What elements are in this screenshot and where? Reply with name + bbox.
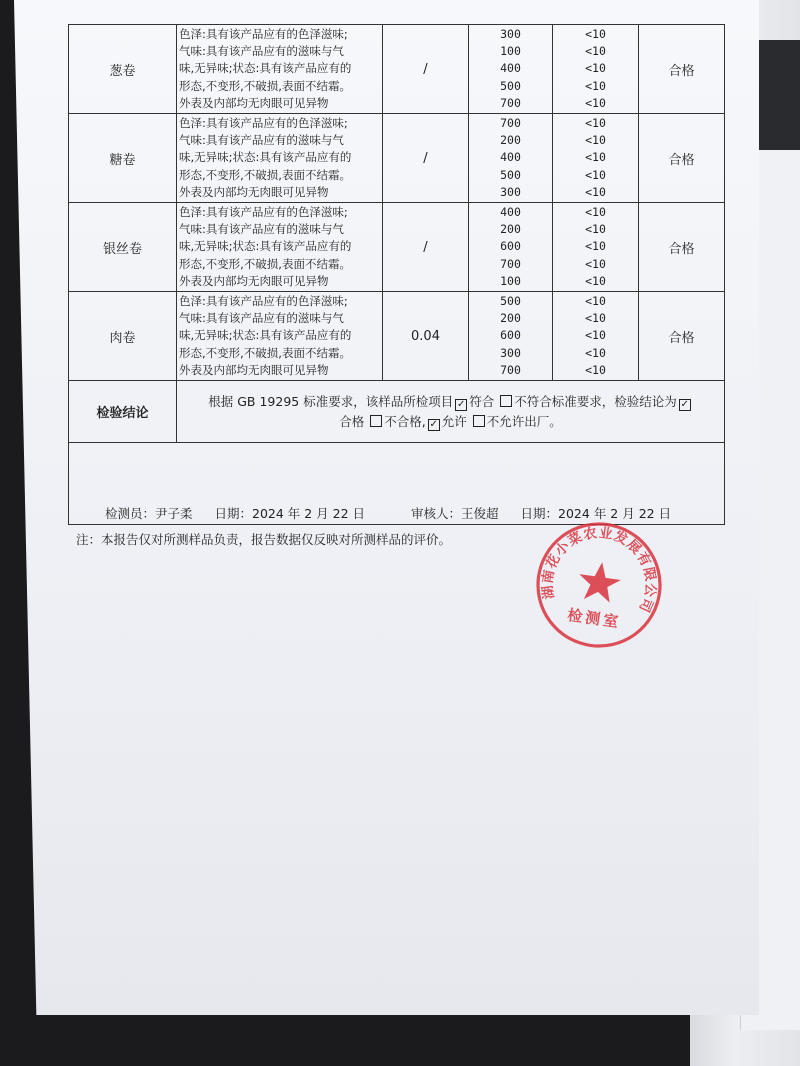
product-name: 肉卷	[69, 292, 177, 381]
report-note: 注：本报告仅对所测样品负责，报告数据仅反映对所测样品的评价。	[76, 532, 452, 547]
measured-value: 200	[500, 132, 521, 147]
result: 合格	[639, 292, 725, 381]
description-line: 外表及内部均无肉眼可见异物	[179, 185, 329, 200]
limit-value: <10	[585, 78, 606, 93]
description-line: 形态,不变形,不破损,表面不结霜。	[179, 256, 351, 271]
description-line: 色泽:具有该产品应有的色泽滋味;	[179, 115, 348, 130]
result: 合格	[639, 114, 725, 203]
reviewer-date: 日期：2024 年 2 月 22 日	[520, 506, 672, 522]
limit-value: <10	[585, 96, 606, 111]
disallow-label: 不允许出厂。	[486, 413, 562, 429]
limit-value: <10	[585, 150, 606, 165]
standard-value: /	[383, 114, 469, 203]
product-name: 糖卷	[69, 114, 177, 203]
conclusion-row	[69, 381, 725, 443]
product-description	[177, 203, 383, 292]
limit-values	[553, 203, 639, 292]
description-line: 味,无异味;状态:具有该产品应有的	[179, 150, 352, 165]
limit-value: <10	[585, 345, 606, 360]
limit-value: <10	[585, 204, 606, 219]
description-line: 色泽:具有该产品应有的色泽滋味;	[179, 26, 348, 41]
measured-value: 100	[500, 274, 521, 289]
checkbox-fail[interactable]	[370, 415, 382, 427]
description-line: 味,无异味;状态:具有该产品应有的	[179, 61, 352, 76]
measured-values	[469, 25, 553, 114]
description-line: 外表及内部均无肉眼可见异物	[179, 274, 329, 289]
description-line: 形态,不变形,不破损,表面不结霜。	[179, 167, 351, 182]
limit-value: <10	[585, 43, 606, 58]
measured-value: 300	[500, 345, 521, 360]
conclusion-text	[177, 381, 725, 443]
description-line: 外表及内部均无肉眼可见异物	[179, 363, 329, 378]
product-description	[177, 114, 383, 203]
measured-value: 700	[500, 96, 521, 111]
product-description	[177, 25, 383, 114]
product-name: 银丝卷	[69, 203, 177, 292]
description-line: 形态,不变形,不破损,表面不结霜。	[179, 78, 351, 93]
measured-value: 300	[500, 26, 521, 41]
measured-value: 500	[500, 167, 521, 182]
reviewer: 审核人：王俊超	[411, 506, 499, 522]
measured-value: 200	[500, 221, 521, 236]
measured-value: 400	[500, 204, 521, 219]
result: 合格	[639, 203, 725, 292]
measured-value: 700	[500, 363, 521, 378]
measured-value: 600	[500, 328, 521, 343]
measured-value: 500	[500, 293, 521, 308]
measured-value: 300	[500, 185, 521, 200]
standard-value: 0.04	[383, 292, 469, 381]
conclusion-label: 检验结论	[69, 381, 177, 443]
description-line: 气味:具有该产品应有的滋味与气	[179, 43, 344, 58]
standard-value: /	[383, 203, 469, 292]
limit-value: <10	[585, 115, 606, 130]
blank-row	[69, 443, 725, 503]
inspector: 检测员：尹子柔	[105, 506, 193, 522]
description-line: 味,无异味;状态:具有该产品应有的	[179, 239, 352, 254]
pass-label: 合格	[339, 413, 365, 429]
limit-value: <10	[585, 293, 606, 308]
measured-values	[469, 203, 553, 292]
checkbox-allow[interactable]: ✓	[429, 418, 438, 430]
limit-values	[553, 292, 639, 381]
svg-text:湖南花小菜农业发展有限公司: 湖南花小菜农业发展有限公司	[539, 525, 659, 616]
limit-value: <10	[585, 310, 606, 325]
svg-text:检测室: 检测室	[566, 605, 623, 632]
measured-values	[469, 114, 553, 203]
allow-label: 允许	[441, 413, 467, 429]
description-line: 外表及内部均无肉眼可见异物	[179, 96, 329, 111]
measured-value: 200	[500, 310, 521, 325]
limit-value: <10	[585, 132, 606, 147]
checkbox-nonconform[interactable]	[500, 395, 512, 407]
description-line: 色泽:具有该产品应有的色泽滋味;	[179, 293, 348, 308]
limit-values	[553, 25, 639, 114]
product-row	[69, 203, 725, 292]
measured-value: 100	[500, 43, 521, 58]
limit-value: <10	[585, 61, 606, 76]
description-line: 气味:具有该产品应有的滋味与气	[179, 310, 344, 325]
nonconform-label: 不符合标准要求，检验结论为	[514, 393, 677, 409]
blank-cell	[69, 443, 725, 503]
limit-value: <10	[585, 221, 606, 236]
limit-value: <10	[585, 185, 606, 200]
checkbox-conform[interactable]: ✓	[457, 398, 466, 410]
conclusion-lead: 根据 GB 19295 标准要求，该样品所检项目	[208, 393, 454, 409]
company-seal	[534, 520, 664, 650]
conform-label: 符合	[469, 393, 495, 409]
measured-value: 400	[500, 150, 521, 165]
limit-value: <10	[585, 274, 606, 289]
limit-value: <10	[585, 239, 606, 254]
description-line: 气味:具有该产品应有的滋味与气	[179, 221, 344, 236]
description-line: 形态,不变形,不破损,表面不结霜。	[179, 345, 351, 360]
measured-value: 700	[500, 115, 521, 130]
inspector-date: 日期：2024 年 2 月 22 日	[214, 506, 366, 522]
description-line: 气味:具有该产品应有的滋味与气	[179, 132, 344, 147]
standard-value: /	[383, 25, 469, 114]
measured-value: 400	[500, 61, 521, 76]
description-line: 味,无异味;状态:具有该产品应有的	[179, 328, 352, 343]
measured-value: 600	[500, 239, 521, 254]
measured-value: 700	[500, 256, 521, 271]
product-row	[69, 292, 725, 381]
checkbox-disallow[interactable]	[473, 415, 485, 427]
limit-value: <10	[585, 26, 606, 41]
measured-values	[469, 292, 553, 381]
limit-value: <10	[585, 167, 606, 182]
product-description	[177, 292, 383, 381]
description-line: 色泽:具有该产品应有的色泽滋味;	[179, 204, 348, 219]
product-name: 葱卷	[69, 25, 177, 114]
limit-value: <10	[585, 328, 606, 343]
limit-value: <10	[585, 363, 606, 378]
fail-label: 不合格,	[384, 413, 426, 429]
limit-values	[553, 114, 639, 203]
measured-value: 500	[500, 78, 521, 93]
product-row	[69, 114, 725, 203]
inspection-table	[68, 24, 725, 525]
result: 合格	[639, 25, 725, 114]
product-row	[69, 25, 725, 114]
limit-value: <10	[585, 256, 606, 271]
checkbox-verdict[interactable]: ✓	[680, 398, 689, 410]
